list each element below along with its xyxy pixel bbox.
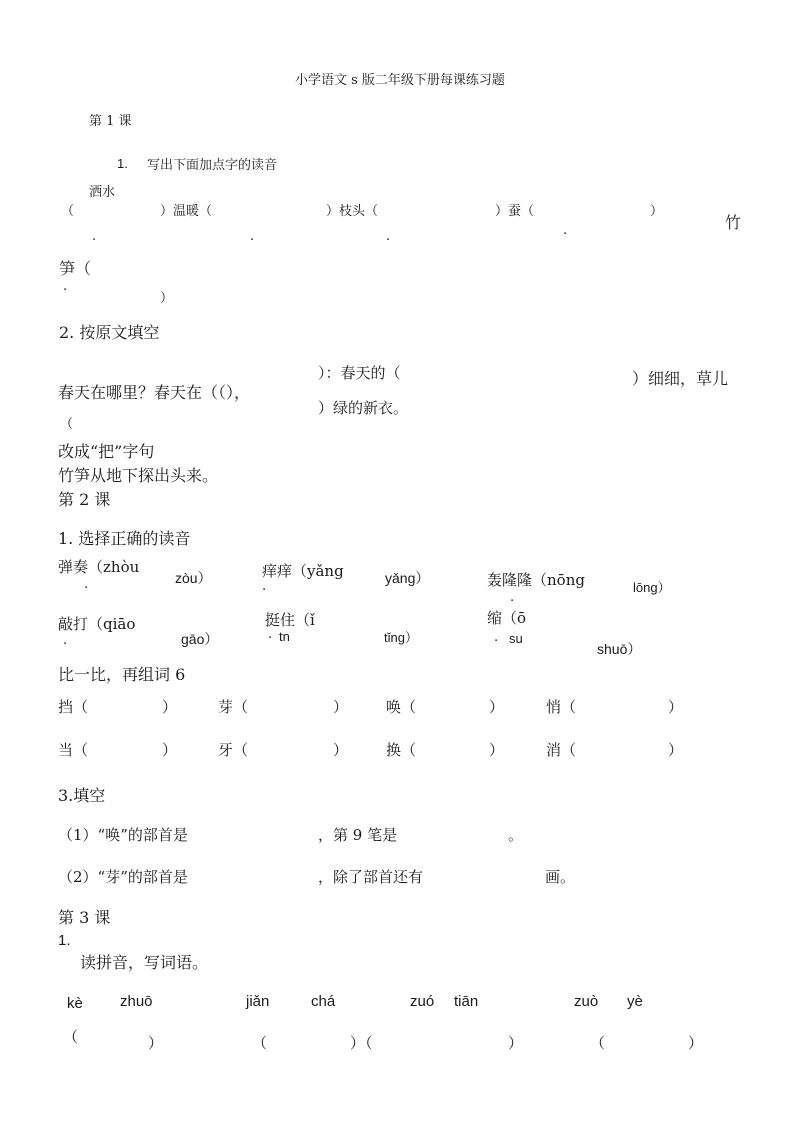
emphasis-dot: . xyxy=(494,630,499,645)
answer-paren: ） xyxy=(148,1034,164,1052)
pinyin: kè xyxy=(67,995,83,1012)
lesson3-q1-number: 1. xyxy=(58,932,71,949)
reading-item: shuō） xyxy=(597,641,642,657)
emphasis-dot: . xyxy=(268,627,273,642)
compare-char: 当（ xyxy=(58,741,89,759)
emphasis-dot: . xyxy=(63,279,68,294)
answer-paren: ） xyxy=(688,1034,704,1052)
pinyin: zuó xyxy=(410,993,435,1010)
fill-sentence: 春天在哪里？春天在（（）， xyxy=(58,383,251,402)
compare-blank: ） xyxy=(668,698,684,716)
compare-blank: ） xyxy=(489,741,505,759)
fill-line-2-mid: ，除了部首还有 xyxy=(318,868,424,886)
pinyin: yè xyxy=(627,993,643,1010)
emphasis-dot: . xyxy=(250,229,255,244)
answer-paren: ） xyxy=(508,1034,524,1052)
fill-line-2-end: 画。 xyxy=(545,868,576,886)
fill-line-1-mid: ，第 9 笔是 xyxy=(318,826,398,844)
answer-blank: ）蚕（ xyxy=(495,204,535,219)
lesson2-q1-heading: 1. 选择正确的读音 xyxy=(58,529,191,548)
compare-char: 挡（ xyxy=(58,698,89,716)
reading-item: gāo） xyxy=(181,631,219,647)
reading-item: 轰隆隆（nōng xyxy=(487,571,585,589)
emphasis-dot: . xyxy=(386,229,391,244)
lesson2-q2-heading: 比一比，再组词 6 xyxy=(58,665,186,684)
emphasis-dot: . xyxy=(563,223,568,238)
q1-instruction: 写出下面加点字的读音 xyxy=(147,158,278,173)
reading-item: 敲打（qiāo xyxy=(58,615,136,633)
emphasis-dot: . xyxy=(92,229,97,244)
fill-line-1-end: 。 xyxy=(508,826,524,844)
rewrite-sentence: 竹笋从地下探出头来。 xyxy=(58,466,219,485)
lesson-1-heading: 第 1 课 xyxy=(89,114,132,129)
fill-line-1: （1）“唤”的部首是 xyxy=(58,826,188,844)
emphasis-dot: . xyxy=(63,633,68,648)
answer-paren: （ xyxy=(590,1034,606,1052)
paren-open: （ xyxy=(60,417,74,432)
fill-fragment: ）细细，草儿 xyxy=(632,369,729,388)
compare-blank: ） xyxy=(162,698,178,716)
emphasis-dot: . xyxy=(510,590,515,605)
answer-paren: ）（ xyxy=(350,1034,373,1052)
fill-fragment: ）绿的新衣。 xyxy=(318,399,409,417)
word-sashui: 洒水 xyxy=(89,185,116,200)
rewrite-instruction: 改成“把”字句 xyxy=(58,442,155,461)
reading-item: yǎng） xyxy=(385,570,430,586)
reading-item: 缩（ō xyxy=(487,609,527,627)
q2-heading: 2. 按原文填空 xyxy=(59,323,160,342)
compare-blank: ） xyxy=(489,698,505,716)
pinyin: tiān xyxy=(454,993,479,1010)
reading-item: tǐng） xyxy=(384,630,418,645)
compare-char: 牙（ xyxy=(218,741,249,759)
compare-char: 唤（ xyxy=(386,698,417,716)
reading-item: su xyxy=(509,631,523,646)
compare-char: 换（ xyxy=(386,741,417,759)
answer-blank: ） xyxy=(650,204,664,219)
lesson2-q3-heading: 3.填空 xyxy=(58,786,106,805)
compare-blank: ） xyxy=(333,741,349,759)
reading-item: lōng） xyxy=(633,580,671,595)
lesson3-instruction: 读拼音，写词语。 xyxy=(80,953,209,972)
compare-char: 悄（ xyxy=(546,698,577,716)
pinyin: chá xyxy=(311,993,336,1010)
word-zhu: 竹 xyxy=(725,213,742,232)
lesson-2-heading: 第 2 课 xyxy=(58,490,111,509)
pinyin: zuò xyxy=(574,993,599,1010)
answer-blank: ） xyxy=(160,291,174,306)
pinyin: zhuō xyxy=(120,993,153,1010)
reading-item: 弹奏（zhòu xyxy=(58,558,140,576)
compare-blank: ） xyxy=(162,741,178,759)
answer-paren: （ xyxy=(63,1028,79,1046)
reading-item: zòu） xyxy=(175,570,212,586)
compare-char: 芽（ xyxy=(218,698,249,716)
word-sun: 笋（ xyxy=(59,259,92,278)
fill-line-2: （2）“芽”的部首是 xyxy=(58,868,188,886)
reading-item: 挺住（ǐ xyxy=(265,611,315,629)
reading-item: tn xyxy=(279,629,290,644)
answer-paren: （ xyxy=(252,1034,268,1052)
fill-fragment: ）：春天的（ xyxy=(318,364,401,382)
q1-number: 1. xyxy=(117,156,128,171)
answer-blank: ）枝头（ xyxy=(326,204,379,219)
reading-item: 痒痒（yǎng xyxy=(262,562,344,580)
compare-char: 消（ xyxy=(546,741,577,759)
paren-open: （ xyxy=(61,204,75,219)
pinyin: jiǎn xyxy=(246,993,270,1010)
emphasis-dot: . xyxy=(262,579,267,594)
answer-blank: ）温暖（ xyxy=(160,204,213,219)
compare-blank: ） xyxy=(333,698,349,716)
emphasis-dot: . xyxy=(84,577,89,592)
page-title: 小学语文 s 版二年级下册每课练习题 xyxy=(295,73,505,88)
lesson-3-heading: 第 3 课 xyxy=(58,908,111,927)
compare-blank: ） xyxy=(668,741,684,759)
